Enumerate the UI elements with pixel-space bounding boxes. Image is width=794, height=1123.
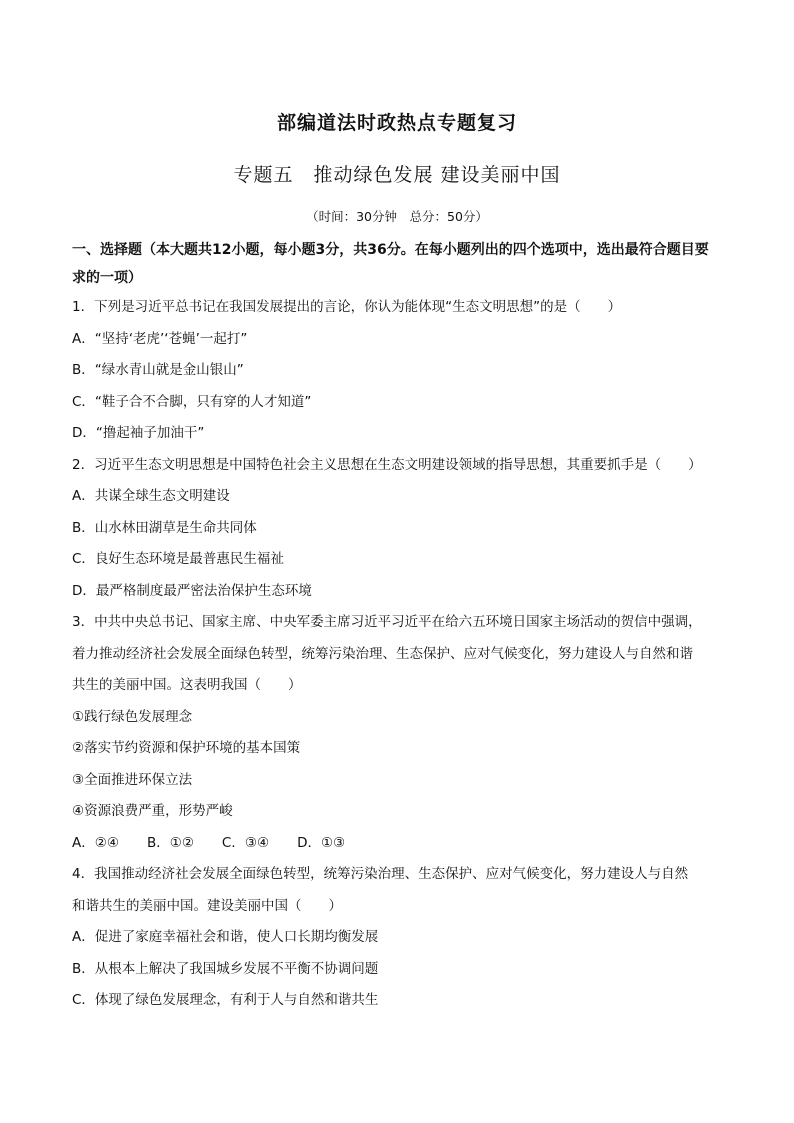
- question-stem: 着力推动经济社会发展全面绿色转型，统筹污染治理、生态保护、应对气候变化，努力建设人与自然和谐: [72, 645, 693, 662]
- statement-1: ①践行绿色发展理念: [72, 708, 193, 725]
- option-b: B．山水林田湖草是生命共同体: [72, 519, 257, 536]
- question-1: [72, 292, 732, 450]
- statement-3: ③全面推进环保立法: [72, 771, 193, 788]
- option-a: A．促进了家庭幸福社会和谐，使人口长期均衡发展: [72, 929, 379, 945]
- option-a: A．共谋全球生态文明建设: [72, 488, 230, 504]
- option-c: C．良好生态环境是最普惠民生福祉: [72, 551, 284, 567]
- choice-c: C．③④: [221, 834, 270, 851]
- question-body: [72, 236, 732, 1017]
- section-heading-line: 一、选择题（本大题共12小题，每小题3分，共36分。在每小题列出的四个选项中，选出最符合题目要: [72, 242, 709, 258]
- question-stem: 3．中共中央总书记、国家主席、中央军委主席习近平习近平在给六五环境日国家主场活动的贺信中强调，: [72, 614, 702, 630]
- question-stem: 2．习近平生态文明思想是中国特色社会主义思想在生态文明建设领域的指导思想，其重要抓手是（ ）: [72, 456, 702, 473]
- choice-row: [72, 828, 732, 860]
- choice-b: B．①②: [146, 834, 194, 851]
- question-3: [72, 607, 732, 859]
- statement-2: ②落实节约资源和保护环境的基本国策: [72, 740, 301, 756]
- section-heading-line: 求的一项）: [72, 270, 142, 286]
- question-stem: 1．下列是习近平总书记在我国发展提出的言论，你认为能体现“生态文明思想”的是（ ）: [72, 299, 622, 315]
- option-b: B．“绿水青山就是金山银山”: [72, 362, 244, 378]
- choice-a: A．②④: [72, 834, 119, 851]
- page-subtitle: 专题五 推动绿色发展 建设美丽中国: [233, 164, 561, 186]
- statement-4: ④资源浪费严重，形势严峻: [72, 803, 233, 819]
- option-a: A．“坚持‘老虎’‘苍蝇’一起打”: [72, 330, 248, 347]
- choice-d: D．①③: [297, 834, 346, 851]
- question-stem: 4．我国推动经济社会发展全面绿色转型，统筹污染治理、生态保护、应对气候变化，努力建设人与自然: [72, 866, 689, 882]
- option-d: D．最严格制度最严密法治保护生态环境: [72, 582, 312, 599]
- option-b: B．从根本上解决了我国城乡发展不平衡不协调问题: [72, 960, 379, 977]
- question-stem: 共生的美丽中国。这表明我国（ ）: [72, 677, 302, 693]
- option-c: C．体现了绿色发展理念，有利于人与自然和谐共生: [72, 992, 379, 1008]
- question-4: [72, 859, 732, 1017]
- question-2: [72, 450, 732, 608]
- exam-meta: （时间：30分钟 总分：50分）: [306, 209, 488, 224]
- question-stem: 和谐共生的美丽中国。建设美丽中国（ ）: [72, 897, 342, 914]
- page-title: 部编道法时政热点专题复习: [276, 112, 517, 134]
- option-d: D．“撸起袖子加油干”: [72, 425, 205, 441]
- option-c: C．“鞋子合不合脚，只有穿的人才知道”: [72, 393, 312, 410]
